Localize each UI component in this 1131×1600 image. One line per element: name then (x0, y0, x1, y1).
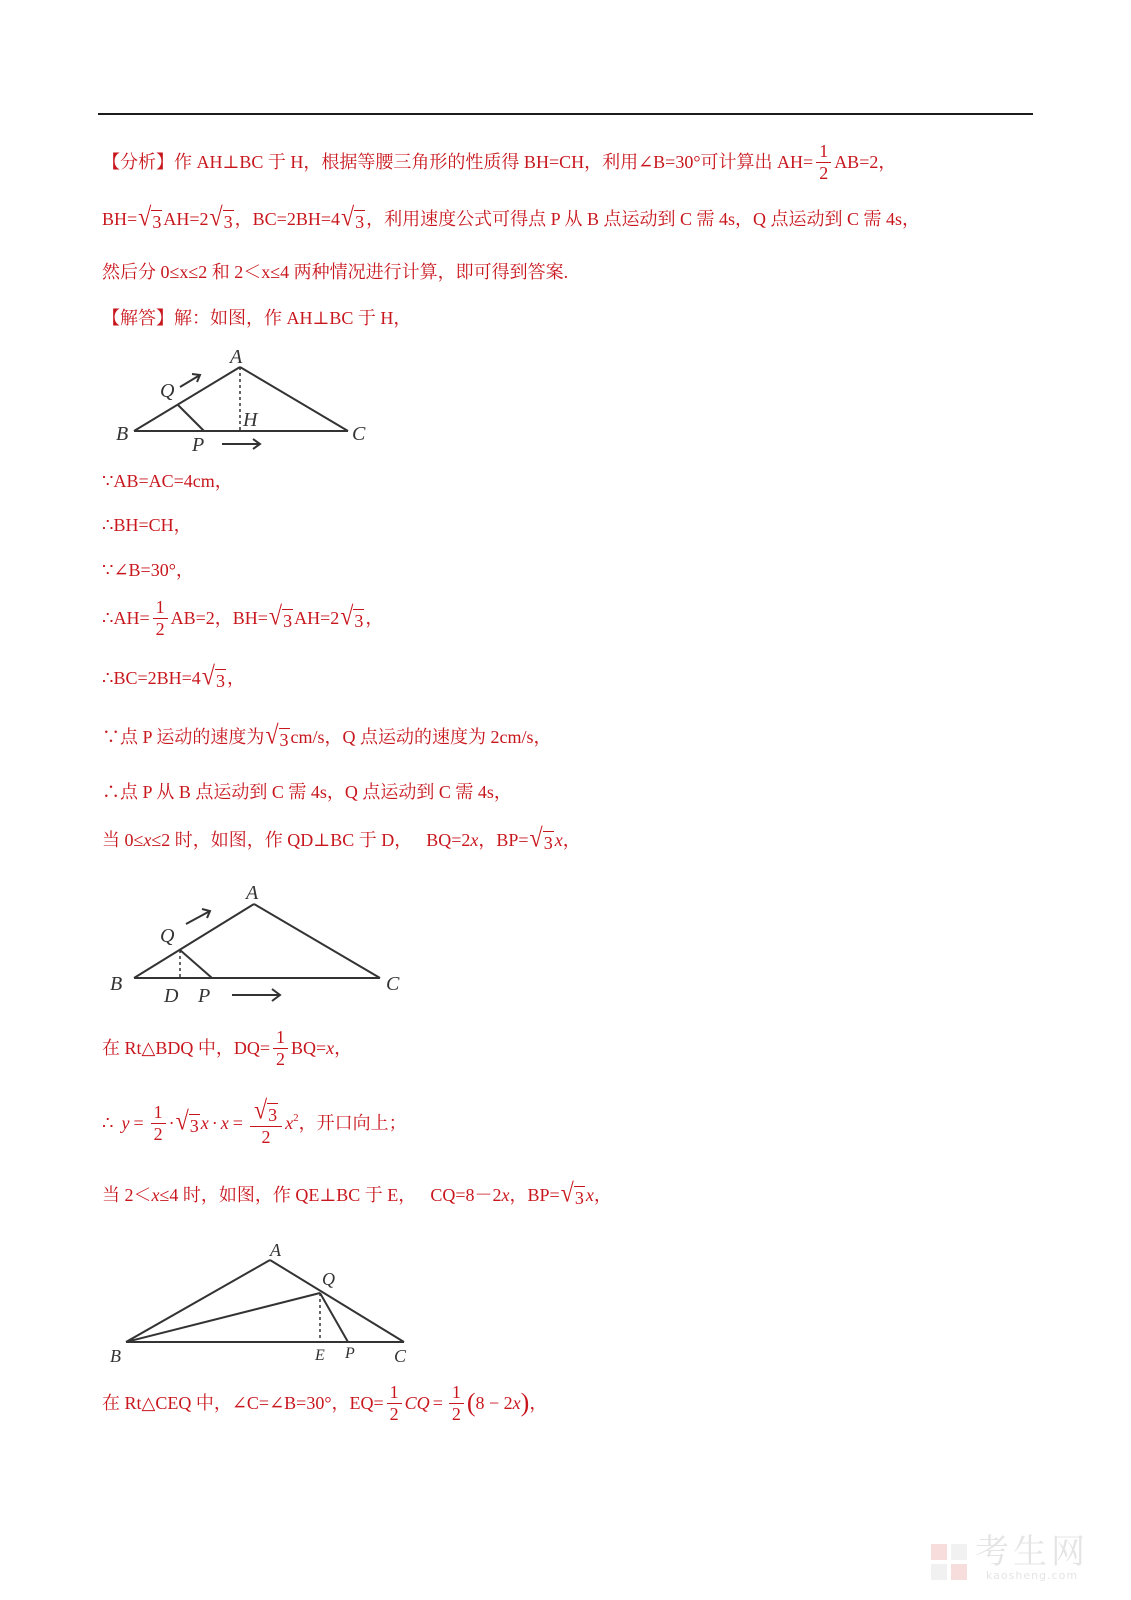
solution-line-10: 在 Rt△BDQ 中，DQ= $\frac{1}{2}$ BQ= x ， (102, 1027, 353, 1069)
fig2-label-p: P (198, 985, 211, 1007)
fig1-side-ab (134, 367, 240, 431)
solution-line-13: 在 Rt△CEQ 中，∠C=∠B=30°，EQ= $\frac{1}{2}$ CQ = $\frac{1}{2}$ ( 8 − 2 x ) ， (102, 1382, 548, 1424)
sqrt-3: √ 3 (529, 824, 553, 854)
fig2-label-c: C (386, 973, 400, 995)
fig2-side-ab (134, 904, 254, 978)
fraction-half: $\frac{1}{2}$ (387, 1383, 402, 1424)
fig3-label-e: E (315, 1347, 325, 1364)
solution-line-9: 当 0≤ x ≤2 时，如图，作 QD⊥BC 于 D， BQ=2 x ，BP= √ 3 x ， (102, 824, 581, 854)
sqrt-3: √ 3 (175, 1107, 199, 1137)
figure-2 (104, 878, 424, 1008)
fraction-half: $\frac{1}{2}$ (151, 1103, 166, 1144)
fig3-label-q: Q (322, 1269, 335, 1289)
watermark-url: kaosheng.com (985, 1569, 1079, 1582)
analysis-line-3: 然后分 0≤x≤2 和 2＜x≤4 两种情况进行计算，即可得到答案. (102, 262, 569, 282)
sqrt-3: √ 3 (340, 203, 365, 233)
solution-line-1: 【解答】解：如图，作 AH⊥BC 于 H， (102, 308, 412, 328)
top-rule (98, 113, 1033, 115)
fraction-half: $\frac{1}{2}$ (449, 1383, 464, 1424)
sqrt-3: √ 3 (340, 602, 364, 632)
watermark-logo-icon (929, 1542, 969, 1582)
figure-3 (104, 1238, 424, 1368)
solution-line-4: ∵∠B=30°， (102, 560, 194, 580)
solution-line-6: ∴BC=2BH=4 √ 3 ， (102, 662, 245, 692)
fig1-segment-qp (178, 405, 204, 431)
fig3-label-c: C (394, 1346, 407, 1366)
sqrt-3: √ 3 (265, 721, 289, 751)
solution-line-2: ∵AB=AC=4cm， (102, 471, 233, 491)
solution-line-5: ∴AH= $\frac{1}{2}$ AB=2，BH= √ 3 AH=2 √ 3 ， (102, 597, 384, 639)
fig2-label-b: B (110, 973, 123, 995)
fig3-segment-bq (126, 1293, 320, 1342)
fig2-segment-qp (180, 950, 212, 978)
figure-1 (112, 345, 392, 460)
analysis-line-2: BH= √ 3 AH=2 √ 3 ，BC=2BH=4 √ 3 ，利用速度公式可得点 P 从 B 点运动到 C 需 4s，Q 点运动到 C 需 4s， (102, 203, 921, 233)
fig1-label-b: B (116, 423, 129, 445)
fraction-half: $\frac{1}{2}$ (816, 142, 831, 183)
fig1-label-a: A (230, 346, 243, 368)
fig2-side-ac (254, 904, 380, 978)
sqrt-3: √ 3 (560, 1179, 584, 1209)
solution-line-7: ∵点 P 运动的速度为 √ 3 cm/s，Q 点运动的速度为 2cm/s， (102, 721, 552, 751)
fraction-sqrt3-over-2: √ 3 2 (250, 1100, 282, 1147)
sqrt-3: √ 3 (138, 203, 162, 233)
watermark (929, 1532, 1089, 1582)
fig1-label-p: P (192, 434, 205, 456)
sqrt-3: √ 3 (201, 662, 225, 692)
analysis-line-1 (102, 142, 896, 183)
fig1-label-c: C (352, 423, 366, 445)
watermark-name: 考生网 (975, 1532, 1089, 1572)
fig1-label-h: H (243, 409, 258, 431)
analysis-text: AB=2， (834, 152, 897, 173)
solution-line-8: ∴点 P 从 B 点运动到 C 需 4s，Q 点运动到 C 需 4s， (102, 782, 512, 802)
fig3-label-p: P (345, 1345, 355, 1362)
fig1-label-q: Q (160, 380, 175, 402)
fig3-label-b: B (110, 1346, 121, 1366)
fraction-half: $\frac{1}{2}$ (153, 598, 168, 639)
fig3-side-ab (126, 1260, 270, 1342)
solution-line-12: 当 2＜ x ≤4 时，如图，作 QE⊥BC 于 E， CQ=8－2 x ，BP= √ 3 x ， (102, 1179, 612, 1209)
solution-line-11: ∴ y = $\frac{1}{2}$ · √ 3 x · x = √ 3 2 x $^2$ ，开口向上； (102, 1096, 407, 1147)
analysis-text: 【分析】作 AH⊥BC 于 H，根据等腰三角形的性质得 BH=CH，利用∠B=30°可计算出 AH= (102, 152, 814, 173)
fig2-label-a: A (246, 882, 259, 904)
sqrt-3: √ 3 (268, 602, 293, 632)
fig2-label-q: Q (160, 925, 175, 947)
fig3-segment-qp (320, 1293, 348, 1342)
solution-line-3: ∴BH=CH， (102, 515, 192, 535)
fraction-half: $\frac{1}{2}$ (273, 1028, 288, 1069)
fig3-label-a: A (270, 1240, 281, 1260)
sqrt-3: √ 3 (209, 203, 233, 233)
fig2-label-d: D (164, 985, 179, 1007)
